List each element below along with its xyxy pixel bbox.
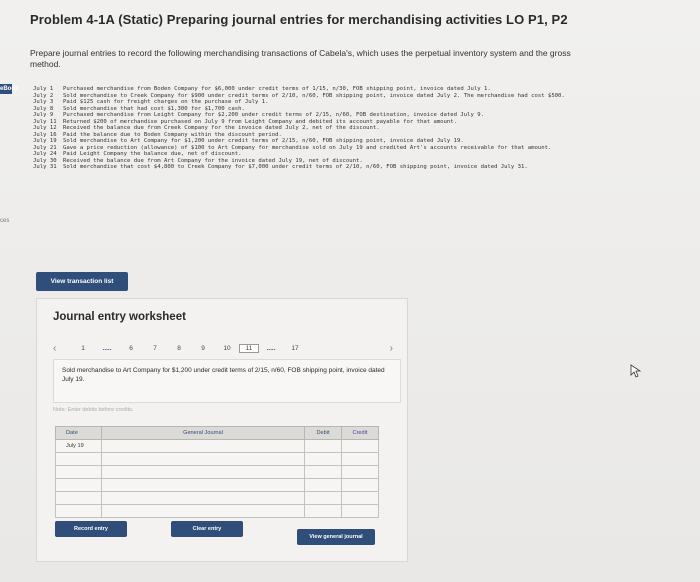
mouse-cursor-icon bbox=[630, 364, 642, 378]
journal-row bbox=[56, 492, 379, 505]
transaction-item bbox=[33, 164, 593, 171]
transaction-text: Sold merchandise that had cost $1,300 for $1,700 cash. bbox=[63, 105, 245, 112]
journal-entry-worksheet bbox=[36, 298, 408, 562]
side-ebook-badge[interactable] bbox=[0, 84, 19, 94]
page-ellipsis-2[interactable]: ..... bbox=[266, 344, 276, 352]
worksheet-title: Journal entry worksheet bbox=[53, 311, 186, 323]
transaction-text: Paid $125 cash for freight charges on the purchase of July 1. bbox=[63, 99, 269, 105]
col-debit: Debit bbox=[305, 427, 342, 440]
transaction-date: July 2 bbox=[33, 92, 54, 99]
entry-note: Note: Enter debits before credits. bbox=[53, 407, 134, 413]
journal-date-cell[interactable] bbox=[56, 479, 102, 492]
journal-credit-cell[interactable] bbox=[342, 479, 379, 492]
transaction-text: Sold merchandise to Creek Company for $900 under credit terms of 2/10, n/60, FOB shipping point, invoice dated July 2. The merchandise had cost $500. bbox=[63, 92, 565, 99]
transaction-text: Returned $200 of merchandise purchased on July 9 from Leight Company and debited its account payable for that amount. bbox=[63, 118, 458, 125]
transaction-text: Paid Leight Company the balance due, net of discount. bbox=[63, 151, 242, 157]
page-8[interactable]: 8 bbox=[177, 344, 181, 352]
page-10[interactable]: 10 bbox=[223, 344, 231, 352]
journal-account-cell[interactable] bbox=[102, 479, 305, 492]
page-9[interactable]: 9 bbox=[201, 344, 205, 352]
page-6[interactable]: 6 bbox=[129, 344, 133, 352]
journal-account-cell[interactable] bbox=[102, 453, 305, 466]
journal-credit-cell[interactable] bbox=[342, 466, 379, 479]
journal-date-cell[interactable] bbox=[56, 505, 102, 518]
side-badge-label: eBook bbox=[0, 86, 19, 92]
journal-table bbox=[55, 426, 379, 518]
transaction-text: Received the balance due from Art Company for the invoice dated July 19, net of discount. bbox=[63, 157, 363, 164]
transaction-text: Sold merchandise to Art Company for $1,200 under credit terms of 2/15, n/60, FOB shipping point, invoice dated July 19. bbox=[63, 138, 464, 144]
journal-date-cell[interactable] bbox=[56, 492, 102, 505]
journal-account-cell[interactable] bbox=[102, 505, 305, 518]
journal-row bbox=[56, 453, 379, 466]
problem-title: Problem 4-1A (Static) Preparing journal entries for merchandising activities LO P1, P2 bbox=[30, 12, 568, 27]
prev-entry-icon[interactable]: ‹ bbox=[53, 342, 57, 354]
journal-row bbox=[56, 466, 379, 479]
journal-credit-cell[interactable] bbox=[342, 453, 379, 466]
journal-debit-cell[interactable] bbox=[305, 440, 342, 453]
journal-account-cell[interactable] bbox=[102, 466, 305, 479]
transaction-date: July 9 bbox=[33, 112, 54, 118]
page-7[interactable]: 7 bbox=[153, 344, 157, 352]
journal-date-cell[interactable] bbox=[56, 466, 102, 479]
transaction-text: Received the balance due from Creek Company for the invoice dated July 2, net of the discount. bbox=[63, 125, 380, 131]
col-credit: Credit bbox=[342, 427, 379, 440]
transaction-date: July 30 bbox=[33, 157, 57, 164]
problem-intro: Prepare journal entries to record the following merchandising transactions of Cabela's, which uses the perpetual inventory system and the gross method. bbox=[30, 48, 571, 69]
transaction-text: Purchased merchandise from Leight Company for $2,200 under credit terms of 2/15, n/60, FOB destination, invoice dated July 9. bbox=[63, 112, 484, 118]
journal-rows bbox=[56, 440, 379, 518]
clear-entry-button[interactable]: Clear entry bbox=[171, 521, 243, 537]
page-last[interactable]: 17 bbox=[291, 344, 299, 352]
transaction-text: Gave a price reduction (allowance) of $100 to Art Company for merchandise sold on July 19 and credited Art's accounts receivable for that amount. bbox=[63, 144, 552, 151]
journal-row bbox=[56, 440, 379, 453]
journal-debit-cell[interactable] bbox=[305, 505, 342, 518]
transaction-list bbox=[33, 86, 593, 171]
transaction-date: July 3 bbox=[33, 99, 54, 105]
transaction-date: July 19 bbox=[33, 138, 57, 144]
transaction-date: July 16 bbox=[33, 131, 57, 138]
transaction-text: Purchased merchandise from Boden Company for $6,000 under credit terms of 1/15, n/30, FOB shipping point, invoice dated July 1. bbox=[63, 86, 491, 92]
page-1[interactable]: 1 bbox=[81, 344, 85, 352]
journal-debit-cell[interactable] bbox=[305, 492, 342, 505]
journal-account-cell[interactable] bbox=[102, 440, 305, 453]
col-account: General Journal bbox=[102, 427, 305, 440]
transaction-date: July 24 bbox=[33, 151, 57, 157]
journal-account-cell[interactable] bbox=[102, 492, 305, 505]
transaction-text: Sold merchandise that cost $4,800 to Creek Company for $7,000 under credit terms of 2/10, n/60, FOB shipping point, invoice dated July 31. bbox=[63, 164, 528, 170]
journal-credit-cell[interactable] bbox=[342, 505, 379, 518]
journal-debit-cell[interactable] bbox=[305, 466, 342, 479]
col-date: Date bbox=[56, 427, 102, 440]
transaction-date: July 31 bbox=[33, 164, 57, 170]
transaction-text: Paid the balance due to Boden Company within the discount period. bbox=[63, 131, 282, 138]
journal-credit-cell[interactable] bbox=[342, 492, 379, 505]
view-transaction-list-button[interactable]: View transaction list bbox=[36, 272, 128, 291]
journal-credit-cell[interactable] bbox=[342, 440, 379, 453]
page-ellipsis[interactable]: ..... bbox=[102, 344, 112, 352]
journal-date-cell[interactable] bbox=[56, 453, 102, 466]
transaction-date: July 21 bbox=[33, 144, 57, 151]
page-active[interactable]: 11 bbox=[239, 344, 259, 353]
side-text: ces bbox=[0, 218, 10, 224]
entry-pager bbox=[53, 341, 393, 355]
journal-row bbox=[56, 505, 379, 518]
journal-date-cell[interactable]: July 19 bbox=[56, 440, 102, 453]
transaction-date: July 8 bbox=[33, 105, 54, 112]
view-general-journal-button[interactable]: View general journal bbox=[297, 529, 375, 545]
transaction-date: July 12 bbox=[33, 125, 57, 131]
entry-description: Sold merchandise to Art Company for $1,200 under credit terms of 2/15, n/60, FOB shipping point, invoice dated July 19. bbox=[53, 359, 401, 403]
journal-debit-cell[interactable] bbox=[305, 453, 342, 466]
transaction-date: July 1 bbox=[33, 86, 54, 92]
next-entry-icon[interactable]: › bbox=[389, 342, 393, 354]
record-entry-button[interactable]: Record entry bbox=[55, 521, 127, 537]
journal-debit-cell[interactable] bbox=[305, 479, 342, 492]
transaction-date: July 11 bbox=[33, 118, 57, 125]
journal-row bbox=[56, 479, 379, 492]
